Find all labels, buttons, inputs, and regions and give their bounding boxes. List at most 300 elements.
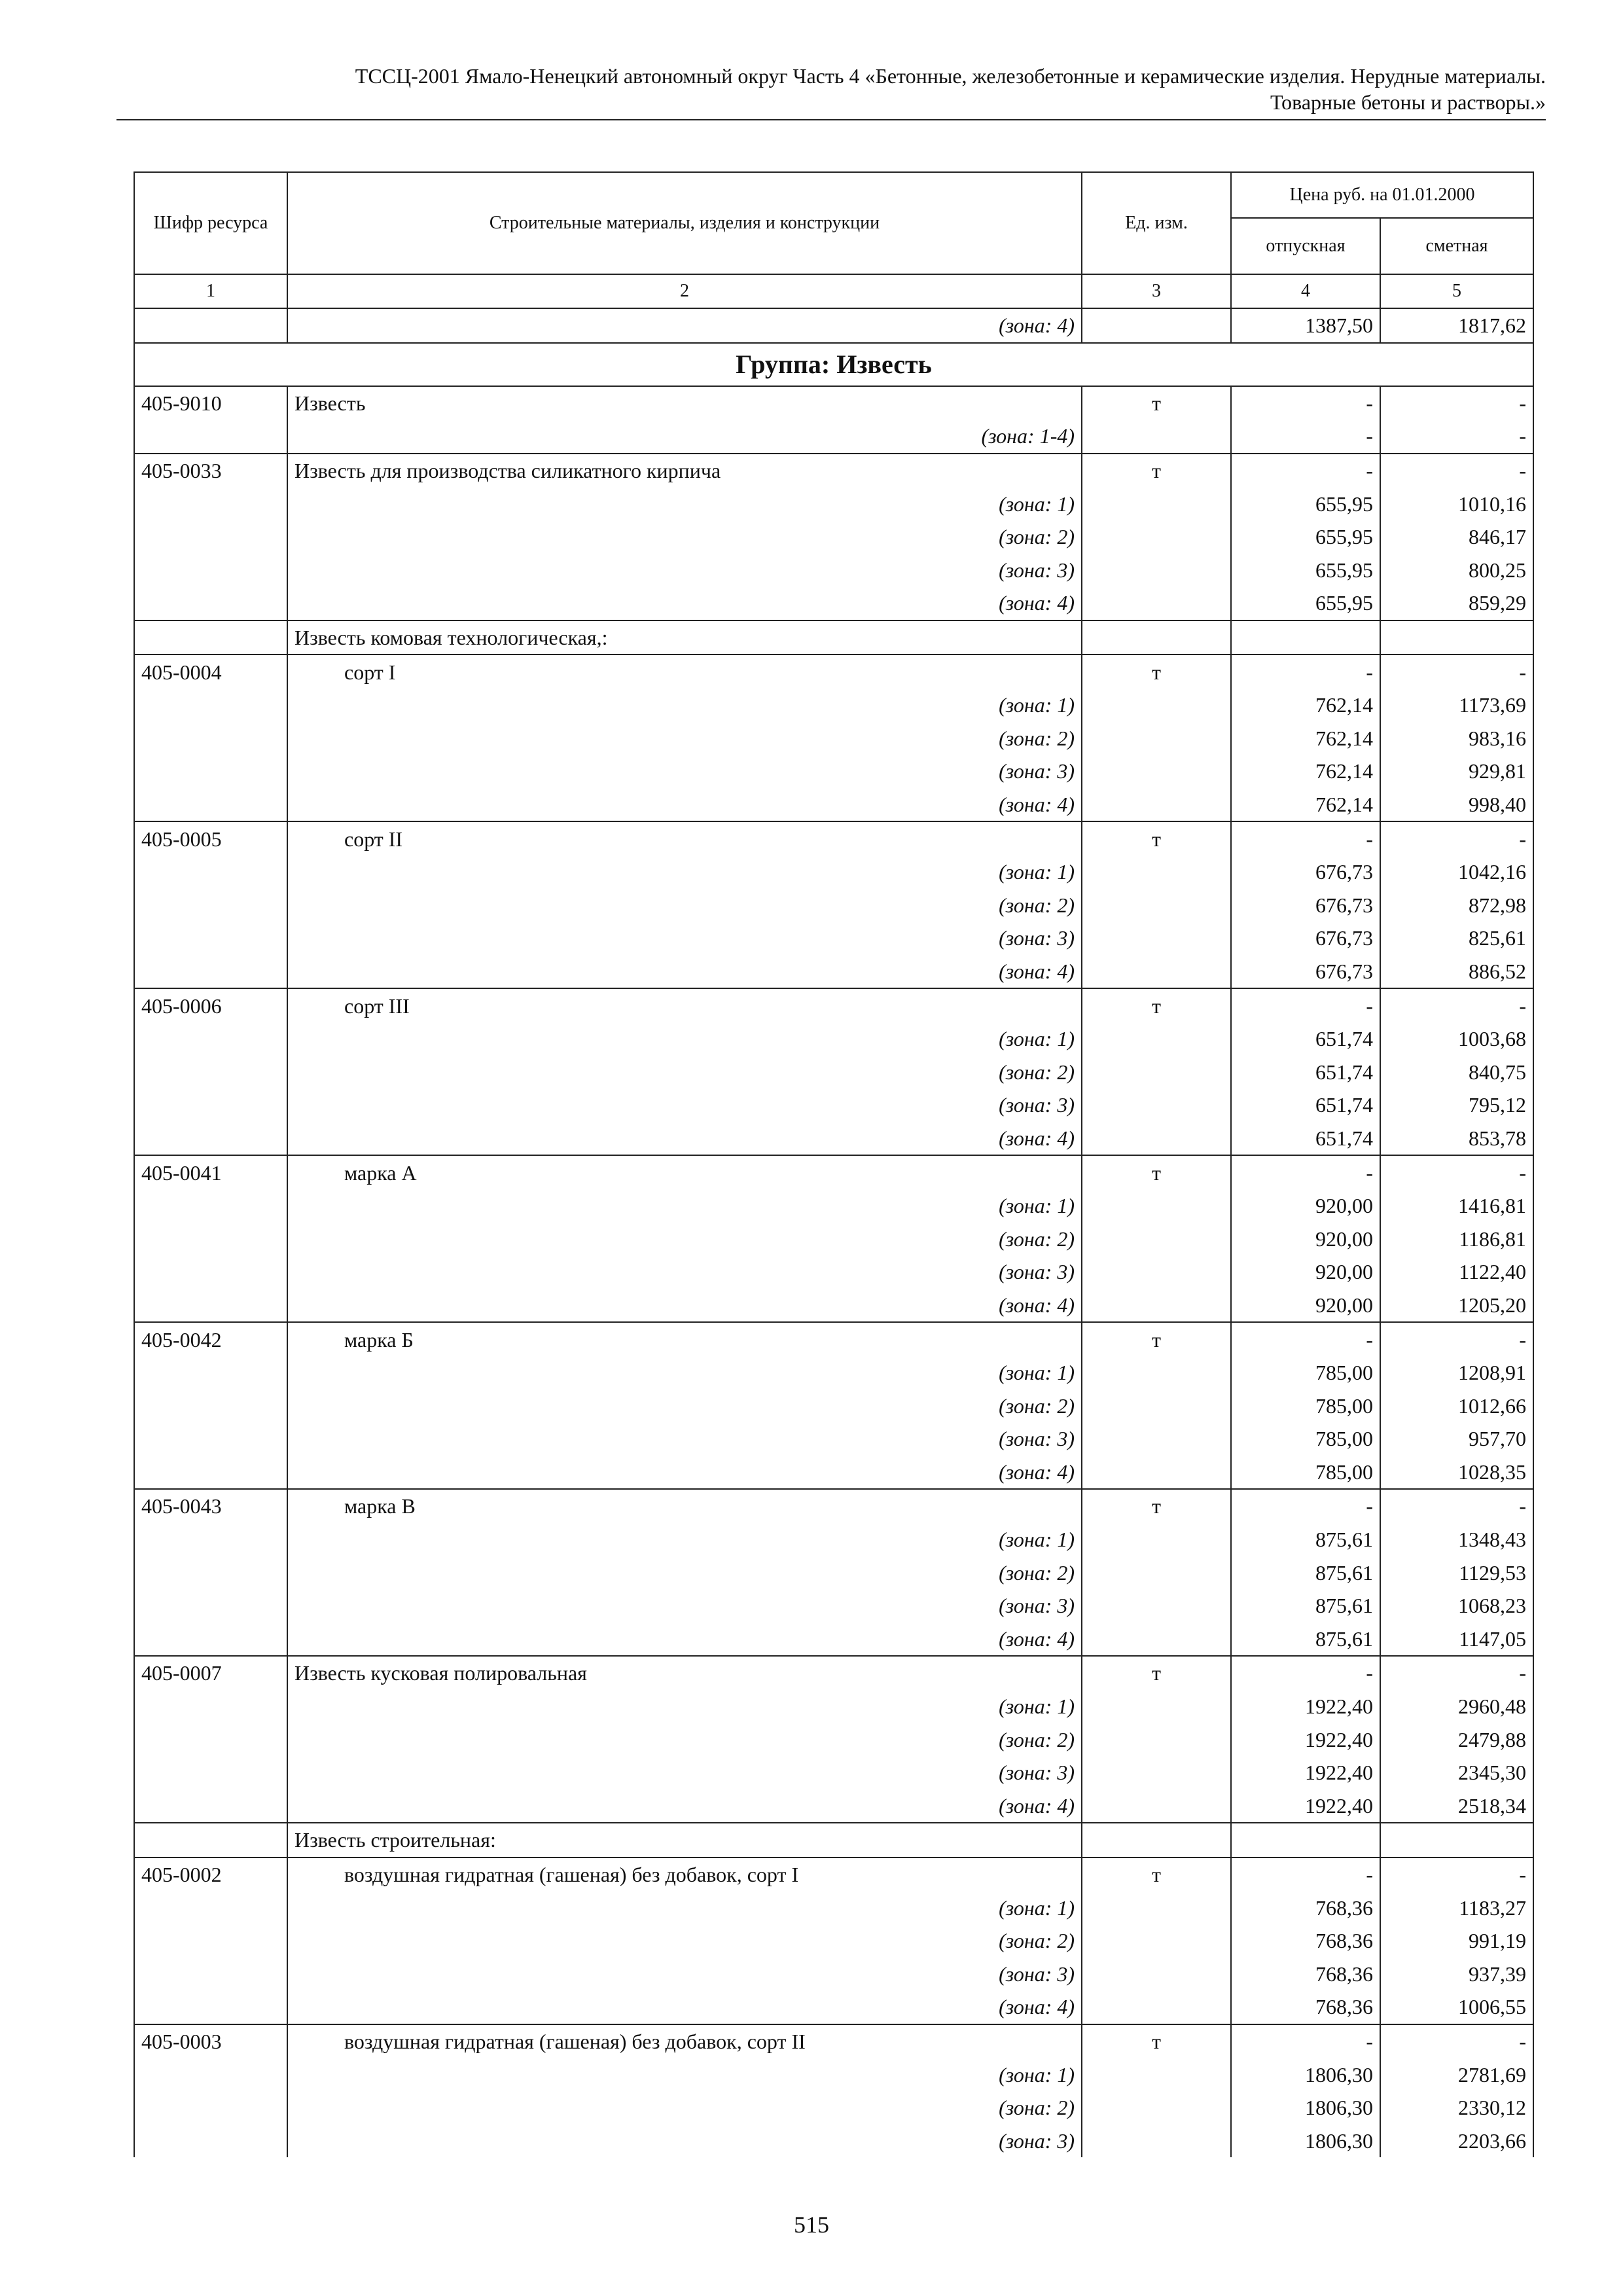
code-cell bbox=[134, 520, 287, 554]
zone-price-row bbox=[134, 1623, 1533, 1657]
column-number-row bbox=[134, 274, 1533, 308]
zone-price-row bbox=[134, 1990, 1533, 2024]
zone-label: (зона: 1) bbox=[287, 487, 1082, 520]
release-price: 920,00 bbox=[1231, 1189, 1380, 1223]
column-number: 5 bbox=[1380, 274, 1533, 308]
estimate-price: 853,78 bbox=[1380, 1122, 1533, 1156]
estimate-price: 1817,62 bbox=[1380, 308, 1533, 343]
estimate-price: 929,81 bbox=[1380, 755, 1533, 788]
unit-cell bbox=[1082, 1289, 1231, 1323]
zone-price-row bbox=[134, 689, 1533, 722]
estimate-price: 2203,66 bbox=[1380, 2124, 1533, 2157]
zone-price-row bbox=[134, 1891, 1533, 1924]
code-cell bbox=[134, 1690, 287, 1723]
estimate-price: - bbox=[1380, 2024, 1533, 2058]
release-price: 651,74 bbox=[1231, 1055, 1380, 1088]
zone-price-row bbox=[134, 855, 1533, 889]
column-header-estimate-price: сметная bbox=[1380, 218, 1533, 274]
zone-price-row bbox=[134, 1289, 1533, 1323]
code-cell bbox=[134, 1088, 287, 1122]
header-line-1: ТССЦ-2001 Ямало-Ненецкий автономный округ Часть 4 «Бетонные, железобетонные и керамические изделия. Нерудные материалы. bbox=[355, 64, 1546, 88]
resource-row bbox=[134, 386, 1533, 420]
zone-price-row bbox=[134, 2058, 1533, 2091]
code-cell bbox=[134, 487, 287, 520]
release-price: 655,95 bbox=[1231, 554, 1380, 587]
column-number: 1 bbox=[134, 274, 287, 308]
unit-cell bbox=[1082, 755, 1231, 788]
estimate-price: 957,70 bbox=[1380, 1422, 1533, 1456]
zone-label: (зона: 1) bbox=[287, 1523, 1082, 1556]
page-number: 515 bbox=[794, 2212, 829, 2238]
zone-label: (зона: 1) bbox=[287, 1891, 1082, 1924]
subheading-row bbox=[134, 620, 1533, 655]
code-cell bbox=[134, 1255, 287, 1289]
estimate-price: 937,39 bbox=[1380, 1958, 1533, 1991]
unit-cell bbox=[1082, 1022, 1231, 1056]
estimate-price: 859,29 bbox=[1380, 586, 1533, 620]
zone-label: (зона: 4) bbox=[287, 1122, 1082, 1156]
material-name: Известь комовая технологическая,: bbox=[287, 620, 1082, 655]
code-cell bbox=[134, 1289, 287, 1323]
column-number: 2 bbox=[287, 274, 1082, 308]
zone-price-row bbox=[134, 2091, 1533, 2125]
estimate-price bbox=[1380, 620, 1533, 655]
release-price: 768,36 bbox=[1231, 1958, 1380, 1991]
resource-row bbox=[134, 1322, 1533, 1356]
release-price: 676,73 bbox=[1231, 922, 1380, 955]
zone-label: (зона: 3) bbox=[287, 1756, 1082, 1789]
unit-cell bbox=[1082, 487, 1231, 520]
zone-price-row bbox=[134, 889, 1533, 922]
unit-cell bbox=[1082, 620, 1231, 655]
code-cell: 405-0041 bbox=[134, 1155, 287, 1189]
code-cell: 405-0002 bbox=[134, 1857, 287, 1892]
code-cell: 405-0003 bbox=[134, 2024, 287, 2058]
zone-label: (зона: 2) bbox=[287, 1389, 1082, 1422]
estimate-price: - bbox=[1380, 420, 1533, 454]
release-price: 1806,30 bbox=[1231, 2124, 1380, 2157]
zone-label: (зона: 1) bbox=[287, 1356, 1082, 1390]
release-price: 676,73 bbox=[1231, 889, 1380, 922]
release-price: - bbox=[1231, 1489, 1380, 1523]
release-price: 762,14 bbox=[1231, 755, 1380, 788]
unit-cell bbox=[1082, 1723, 1231, 1756]
release-price: - bbox=[1231, 821, 1380, 855]
code-cell bbox=[134, 1456, 287, 1490]
zone-label: (зона: 4) bbox=[287, 1289, 1082, 1323]
zone-label: (зона: 2) bbox=[287, 1924, 1082, 1958]
release-price: 785,00 bbox=[1231, 1356, 1380, 1390]
zone-label: (зона: 1) bbox=[287, 689, 1082, 722]
release-price: 785,00 bbox=[1231, 1456, 1380, 1490]
zone-price-row bbox=[134, 487, 1533, 520]
unit-cell: т bbox=[1082, 988, 1231, 1022]
release-price: - bbox=[1231, 1656, 1380, 1690]
code-cell bbox=[134, 722, 287, 755]
release-price: 651,74 bbox=[1231, 1022, 1380, 1056]
estimate-price: 1006,55 bbox=[1380, 1990, 1533, 2024]
zone-label: (зона: 4) bbox=[287, 1990, 1082, 2024]
estimate-price bbox=[1380, 1823, 1533, 1857]
unit-cell bbox=[1082, 1958, 1231, 1991]
zone-price-row bbox=[134, 1523, 1533, 1556]
release-price: - bbox=[1231, 655, 1380, 689]
code-cell bbox=[134, 586, 287, 620]
estimate-price: 846,17 bbox=[1380, 520, 1533, 554]
estimate-price: 2960,48 bbox=[1380, 1690, 1533, 1723]
estimate-price: 2330,12 bbox=[1380, 2091, 1533, 2125]
unit-cell bbox=[1082, 420, 1231, 454]
code-cell: 405-0042 bbox=[134, 1322, 287, 1356]
zone-price-row bbox=[134, 554, 1533, 587]
unit-cell: т bbox=[1082, 2024, 1231, 2058]
code-cell bbox=[134, 955, 287, 989]
unit-cell bbox=[1082, 1556, 1231, 1589]
code-cell bbox=[134, 1189, 287, 1223]
unit-cell bbox=[1082, 1255, 1231, 1289]
resource-row bbox=[134, 1489, 1533, 1523]
unit-cell bbox=[1082, 1356, 1231, 1390]
material-name: марка Б bbox=[287, 1322, 1082, 1356]
unit-cell: т bbox=[1082, 821, 1231, 855]
zone-price-row bbox=[134, 1924, 1533, 1958]
estimate-price: 1010,16 bbox=[1380, 487, 1533, 520]
release-price: - bbox=[1231, 454, 1380, 488]
zone-price-row bbox=[134, 1556, 1533, 1589]
column-header-release-price: отпускная bbox=[1231, 218, 1380, 274]
unit-cell bbox=[1082, 889, 1231, 922]
code-cell bbox=[134, 1990, 287, 2024]
unit-cell: т bbox=[1082, 1656, 1231, 1690]
material-name: сорт I bbox=[287, 655, 1082, 689]
unit-cell bbox=[1082, 788, 1231, 822]
unit-cell bbox=[1082, 689, 1231, 722]
zone-price-row bbox=[134, 1189, 1533, 1223]
release-price: 1922,40 bbox=[1231, 1756, 1380, 1789]
zone-label: (зона: 1) bbox=[287, 855, 1082, 889]
unit-cell bbox=[1082, 520, 1231, 554]
resource-row bbox=[134, 2024, 1533, 2058]
estimate-price: - bbox=[1380, 988, 1533, 1022]
resource-row bbox=[134, 1155, 1533, 1189]
estimate-price: - bbox=[1380, 386, 1533, 420]
release-price: 785,00 bbox=[1231, 1422, 1380, 1456]
zone-label: (зона: 1) bbox=[287, 1189, 1082, 1223]
code-cell bbox=[134, 1756, 287, 1789]
release-price: - bbox=[1231, 1155, 1380, 1189]
zone-price-row bbox=[134, 1756, 1533, 1789]
estimate-price: 800,25 bbox=[1380, 554, 1533, 587]
zone-price-row bbox=[134, 1055, 1533, 1088]
zone-price-row bbox=[134, 520, 1533, 554]
zone-price-row bbox=[134, 2124, 1533, 2157]
release-price: 875,61 bbox=[1231, 1556, 1380, 1589]
zone-price-row bbox=[134, 1122, 1533, 1156]
zone-label: (зона: 1-4) bbox=[287, 420, 1082, 454]
estimate-price: 1012,66 bbox=[1380, 1389, 1533, 1422]
release-price: 676,73 bbox=[1231, 955, 1380, 989]
material-name: Известь для производства силикатного кирпича bbox=[287, 454, 1082, 488]
release-price: 1922,40 bbox=[1231, 1723, 1380, 1756]
unit-cell bbox=[1082, 1122, 1231, 1156]
unit-cell bbox=[1082, 1422, 1231, 1456]
estimate-price: - bbox=[1380, 454, 1533, 488]
zone-label: (зона: 3) bbox=[287, 1589, 1082, 1623]
release-price: 651,74 bbox=[1231, 1088, 1380, 1122]
zone-price-row bbox=[134, 1690, 1533, 1723]
release-price: 875,61 bbox=[1231, 1523, 1380, 1556]
estimate-price: - bbox=[1380, 1322, 1533, 1356]
zone-label: (зона: 3) bbox=[287, 1958, 1082, 1991]
code-cell bbox=[134, 620, 287, 655]
code-cell bbox=[134, 1022, 287, 1056]
estimate-price: 795,12 bbox=[1380, 1088, 1533, 1122]
estimate-price: 1205,20 bbox=[1380, 1289, 1533, 1323]
resource-row bbox=[134, 1857, 1533, 1892]
code-cell bbox=[134, 1055, 287, 1088]
zone-price-row bbox=[134, 1723, 1533, 1756]
code-cell bbox=[134, 2091, 287, 2125]
zone-price-row bbox=[134, 1456, 1533, 1490]
unit-cell: т bbox=[1082, 386, 1231, 420]
material-name: сорт III bbox=[287, 988, 1082, 1022]
zone-label: (зона: 3) bbox=[287, 1422, 1082, 1456]
code-cell bbox=[134, 1556, 287, 1589]
zone-price-row bbox=[134, 1255, 1533, 1289]
release-price: 1922,40 bbox=[1231, 1789, 1380, 1823]
release-price: 785,00 bbox=[1231, 1389, 1380, 1422]
estimate-price: - bbox=[1380, 821, 1533, 855]
code-cell bbox=[134, 889, 287, 922]
code-cell bbox=[134, 308, 287, 343]
code-cell bbox=[134, 1422, 287, 1456]
zone-label: (зона: 3) bbox=[287, 755, 1082, 788]
code-cell: 405-0007 bbox=[134, 1656, 287, 1690]
estimate-price: - bbox=[1380, 1857, 1533, 1892]
release-price: 768,36 bbox=[1231, 1891, 1380, 1924]
carryover-row bbox=[134, 308, 1533, 343]
estimate-price: 1122,40 bbox=[1380, 1255, 1533, 1289]
zone-price-row bbox=[134, 755, 1533, 788]
release-price: 920,00 bbox=[1231, 1289, 1380, 1323]
code-cell bbox=[134, 1823, 287, 1857]
group-heading-row bbox=[134, 343, 1533, 386]
zone-label: (зона: 2) bbox=[287, 1055, 1082, 1088]
estimate-price: 1186,81 bbox=[1380, 1222, 1533, 1255]
zone-price-row bbox=[134, 1088, 1533, 1122]
unit-cell bbox=[1082, 1690, 1231, 1723]
zone-label: (зона: 4) bbox=[287, 586, 1082, 620]
estimate-price: 1028,35 bbox=[1380, 1456, 1533, 1490]
unit-cell bbox=[1082, 1924, 1231, 1958]
unit-cell bbox=[1082, 1891, 1231, 1924]
zone-label: (зона: 2) bbox=[287, 2091, 1082, 2125]
unit-cell bbox=[1082, 1456, 1231, 1490]
zone-label: (зона: 4) bbox=[287, 1456, 1082, 1490]
zone-label: (зона: 2) bbox=[287, 520, 1082, 554]
code-cell: 405-9010 bbox=[134, 386, 287, 420]
zone-price-row bbox=[134, 922, 1533, 955]
release-price: 762,14 bbox=[1231, 788, 1380, 822]
code-cell bbox=[134, 1523, 287, 1556]
estimate-price: 998,40 bbox=[1380, 788, 1533, 822]
estimate-price: 872,98 bbox=[1380, 889, 1533, 922]
code-cell bbox=[134, 2058, 287, 2091]
zone-price-row bbox=[134, 1222, 1533, 1255]
unit-cell bbox=[1082, 1055, 1231, 1088]
estimate-price: - bbox=[1380, 1489, 1533, 1523]
zone-label: (зона: 2) bbox=[287, 1723, 1082, 1756]
estimate-price: 983,16 bbox=[1380, 722, 1533, 755]
code-cell bbox=[134, 1222, 287, 1255]
release-price: 1387,50 bbox=[1231, 308, 1380, 343]
resource-row bbox=[134, 821, 1533, 855]
resource-row bbox=[134, 988, 1533, 1022]
code-cell bbox=[134, 1122, 287, 1156]
release-price: 875,61 bbox=[1231, 1623, 1380, 1657]
code-cell bbox=[134, 554, 287, 587]
release-price: - bbox=[1231, 1857, 1380, 1892]
price-table bbox=[134, 171, 1534, 2157]
zone-price-row bbox=[134, 1356, 1533, 1390]
column-number: 4 bbox=[1231, 274, 1380, 308]
release-price: 768,36 bbox=[1231, 1924, 1380, 1958]
zone-label: (зона: 3) bbox=[287, 2124, 1082, 2157]
zone-price-row bbox=[134, 586, 1533, 620]
estimate-price: 825,61 bbox=[1380, 922, 1533, 955]
zone-price-row bbox=[134, 955, 1533, 989]
zone-label: (зона: 4) bbox=[287, 955, 1082, 989]
release-price bbox=[1231, 620, 1380, 655]
release-price: 1922,40 bbox=[1231, 1690, 1380, 1723]
zone-label: (зона: 2) bbox=[287, 889, 1082, 922]
zone-label: (зона: 4) bbox=[287, 1623, 1082, 1657]
unit-cell bbox=[1082, 1523, 1231, 1556]
release-price: 768,36 bbox=[1231, 1990, 1380, 2024]
material-name: марка А bbox=[287, 1155, 1082, 1189]
code-cell: 405-0006 bbox=[134, 988, 287, 1022]
estimate-price: 1129,53 bbox=[1380, 1556, 1533, 1589]
code-cell bbox=[134, 1623, 287, 1657]
zone-label: (зона: 3) bbox=[287, 1255, 1082, 1289]
zone-label: (зона: 1) bbox=[287, 1022, 1082, 1056]
release-price: 1806,30 bbox=[1231, 2091, 1380, 2125]
estimate-price: 1173,69 bbox=[1380, 689, 1533, 722]
release-price: 762,14 bbox=[1231, 722, 1380, 755]
release-price: 655,95 bbox=[1231, 487, 1380, 520]
zone-price-row bbox=[134, 1589, 1533, 1623]
unit-cell bbox=[1082, 722, 1231, 755]
unit-cell bbox=[1082, 586, 1231, 620]
release-price: 920,00 bbox=[1231, 1255, 1380, 1289]
zone-label: (зона: 4) bbox=[287, 308, 1082, 343]
material-name: воздушная гидратная (гашеная) без добавок, сорт II bbox=[287, 2024, 1082, 2058]
code-cell: 405-0004 bbox=[134, 655, 287, 689]
zone-label: (зона: 1) bbox=[287, 2058, 1082, 2091]
estimate-price: - bbox=[1380, 1656, 1533, 1690]
resource-row bbox=[134, 454, 1533, 488]
estimate-price: 1348,43 bbox=[1380, 1523, 1533, 1556]
release-price: - bbox=[1231, 420, 1380, 454]
code-cell bbox=[134, 689, 287, 722]
code-cell bbox=[134, 855, 287, 889]
zone-label: (зона: 1) bbox=[287, 1690, 1082, 1723]
zone-price-row bbox=[134, 1022, 1533, 1056]
release-price: 1806,30 bbox=[1231, 2058, 1380, 2091]
unit-cell: т bbox=[1082, 1155, 1231, 1189]
code-cell: 405-0043 bbox=[134, 1489, 287, 1523]
release-price: 676,73 bbox=[1231, 855, 1380, 889]
zone-label: (зона: 4) bbox=[287, 788, 1082, 822]
unit-cell bbox=[1082, 2058, 1231, 2091]
zone-label: (зона: 3) bbox=[287, 554, 1082, 587]
unit-cell bbox=[1082, 2124, 1231, 2157]
material-name: марка В bbox=[287, 1489, 1082, 1523]
code-cell bbox=[134, 1924, 287, 1958]
unit-cell bbox=[1082, 955, 1231, 989]
estimate-price: 991,19 bbox=[1380, 1924, 1533, 1958]
material-name: воздушная гидратная (гашеная) без добавок, сорт I bbox=[287, 1857, 1082, 1892]
unit-cell bbox=[1082, 2091, 1231, 2125]
unit-cell bbox=[1082, 1389, 1231, 1422]
unit-cell bbox=[1082, 1756, 1231, 1789]
release-price: 655,95 bbox=[1231, 520, 1380, 554]
column-header-name: Строительные материалы, изделия и конструкции bbox=[287, 172, 1082, 274]
release-price: 655,95 bbox=[1231, 586, 1380, 620]
zone-price-row bbox=[134, 1422, 1533, 1456]
resource-row bbox=[134, 655, 1533, 689]
table-header-row bbox=[134, 172, 1533, 218]
zone-price-row bbox=[134, 1789, 1533, 1823]
unit-cell bbox=[1082, 1222, 1231, 1255]
unit-cell bbox=[1082, 1990, 1231, 2024]
release-price: 762,14 bbox=[1231, 689, 1380, 722]
release-price: - bbox=[1231, 988, 1380, 1022]
release-price: 651,74 bbox=[1231, 1122, 1380, 1156]
zone-price-row bbox=[134, 1389, 1533, 1422]
column-number: 3 bbox=[1082, 274, 1231, 308]
column-header-unit: Ед. изм. bbox=[1082, 172, 1231, 274]
code-cell bbox=[134, 788, 287, 822]
unit-cell bbox=[1082, 554, 1231, 587]
material-name: Известь bbox=[287, 386, 1082, 420]
estimate-price: 886,52 bbox=[1380, 955, 1533, 989]
resource-row bbox=[134, 1656, 1533, 1690]
estimate-price: - bbox=[1380, 1155, 1533, 1189]
estimate-price: 1416,81 bbox=[1380, 1189, 1533, 1223]
unit-cell: т bbox=[1082, 454, 1231, 488]
code-cell bbox=[134, 755, 287, 788]
estimate-price: 2479,88 bbox=[1380, 1723, 1533, 1756]
group-title: Группа: Известь bbox=[134, 343, 1533, 386]
estimate-price: - bbox=[1380, 655, 1533, 689]
zone-price-row bbox=[134, 420, 1533, 454]
code-cell: 405-0005 bbox=[134, 821, 287, 855]
unit-cell bbox=[1082, 1589, 1231, 1623]
code-cell bbox=[134, 922, 287, 955]
estimate-price: 1068,23 bbox=[1380, 1589, 1533, 1623]
code-cell bbox=[134, 1589, 287, 1623]
column-header-code: Шифр ресурса bbox=[134, 172, 287, 274]
column-header-price: Цена руб. на 01.01.2000 bbox=[1231, 172, 1533, 218]
code-cell bbox=[134, 2124, 287, 2157]
code-cell bbox=[134, 1389, 287, 1422]
unit-cell bbox=[1082, 855, 1231, 889]
code-cell bbox=[134, 420, 287, 454]
zone-price-row bbox=[134, 722, 1533, 755]
unit-cell bbox=[1082, 308, 1231, 343]
zone-label: (зона: 3) bbox=[287, 922, 1082, 955]
